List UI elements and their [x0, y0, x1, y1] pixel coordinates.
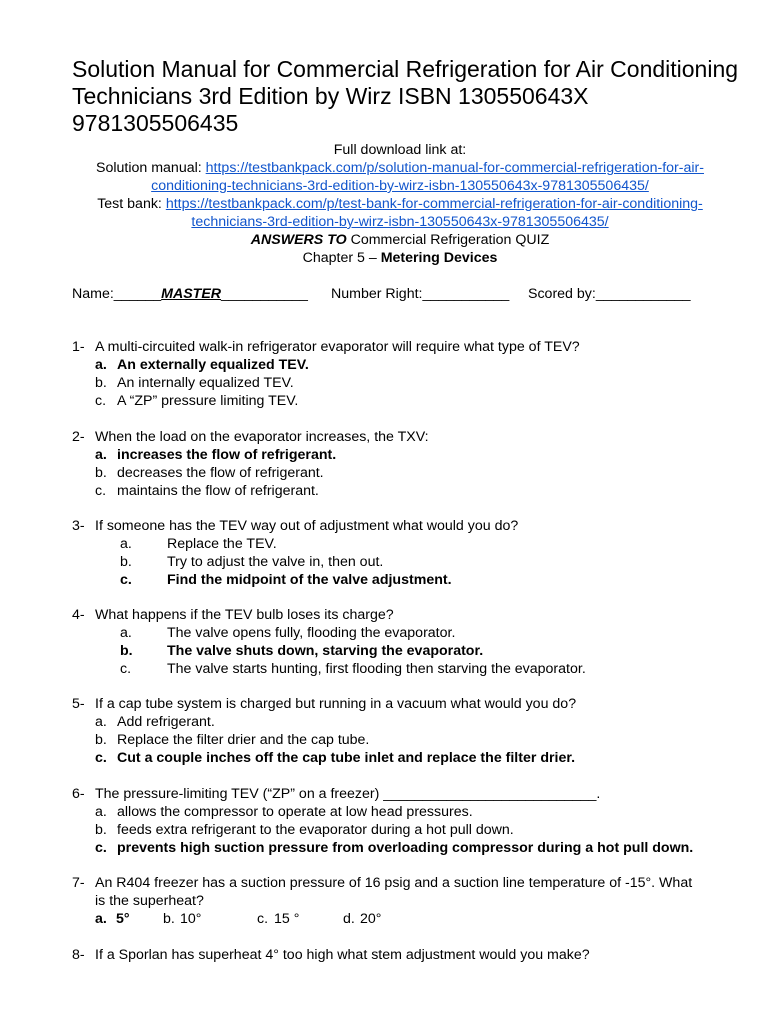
q7-option-c-letter: c. [257, 911, 269, 927]
q1-option-a-text: An externally equalized TEV. [117, 357, 309, 373]
q6-option-c-letter: c. [95, 840, 107, 856]
quiz-name: Commercial Refrigeration QUIZ [346, 232, 550, 248]
question-7-text-cont: is the superheat? [95, 893, 204, 909]
question-7-text: An R404 freezer has a suction pressure of 16 psig and a suction line temperature of -15°. What [95, 875, 693, 891]
q1-option-b-text: An internally equalized TEV. [117, 375, 294, 391]
quiz-heading [60, 231, 740, 249]
q4-option-b-letter: b. [120, 643, 133, 659]
question-3-text: If someone has the TEV way out of adjustment what would you do? [95, 518, 519, 534]
q1-option-c-text: A “ZP” pressure limiting TEV. [117, 393, 299, 409]
question-1-text: A multi-circuited walk-in refrigerator evaporator will require what type of TEV? [95, 339, 580, 355]
q7-option-c-text: 15 ° [274, 911, 300, 927]
q7-option-b-text: 10° [180, 911, 202, 927]
name-line [72, 285, 308, 303]
test-bank-line-2 [60, 213, 740, 231]
name-tail: ___________ [221, 286, 308, 302]
question-4-number: 4- [72, 607, 85, 623]
q4-option-b-text: The valve shuts down, starving the evaporator. [167, 643, 484, 659]
q4-option-c-letter: c. [120, 661, 132, 677]
scored-by-field: Scored by:____________ [528, 286, 691, 302]
solution-manual-line-2 [60, 177, 740, 195]
q7-option-b-letter: b. [163, 911, 175, 927]
q4-option-c-text: The valve starts hunting, first flooding then starving the evaporator. [167, 661, 586, 677]
question-8-number: 8- [72, 947, 85, 963]
q2-option-a-text: increases the flow of refrigerant. [117, 447, 337, 463]
chapter-prefix: Chapter 5 – [302, 250, 381, 266]
q1-option-a-letter: a. [95, 357, 107, 373]
q3-option-a-text: Replace the TEV. [167, 536, 277, 552]
document-title [72, 56, 752, 137]
q3-option-b-letter: b. [120, 554, 132, 570]
q5-option-c-letter: c. [95, 750, 107, 766]
q7-option-d-letter: d. [343, 911, 355, 927]
question-5-number: 5- [72, 696, 85, 712]
chapter-title: Metering Devices [380, 250, 498, 266]
question-1-number: 1- [72, 339, 85, 355]
q1-option-b-letter: b. [95, 375, 107, 391]
chapter-heading [60, 249, 740, 267]
q2-option-c-letter: c. [95, 483, 107, 499]
q1-option-c-letter: c. [95, 393, 107, 409]
q5-option-b-text: Replace the filter drier and the cap tube. [117, 732, 370, 748]
q2-option-a-letter: a. [95, 447, 107, 463]
q2-option-b-letter: b. [95, 465, 107, 481]
solution-manual-line [60, 159, 740, 177]
q5-option-b-letter: b. [95, 732, 107, 748]
title-line-2: Technicians 3rd Edition by Wirz ISBN 130550643X [72, 83, 589, 109]
q2-option-c-text: maintains the flow of refrigerant. [117, 483, 319, 499]
test-bank-link[interactable]: https://testbankpack.com/p/test-bank-for-commercial-refrigeration-for-air-conditioning- [165, 196, 703, 212]
q5-option-a-text: Add refrigerant. [117, 714, 215, 730]
title-line-3: 9781305506435 [72, 110, 239, 136]
q7-option-a-letter: a. [95, 911, 107, 927]
q3-option-c-text: Find the midpoint of the valve adjustment. [167, 572, 452, 588]
q5-option-a-letter: a. [95, 714, 107, 730]
solution-manual-link[interactable]: https://testbankpack.com/p/solution-manual-for-commercial-refrigeration-for-air- [205, 160, 704, 176]
name-label: Name:______ [72, 286, 162, 302]
question-6-text: The pressure-limiting TEV (“ZP” on a freezer) ___________________________. [95, 786, 601, 802]
title-line-1: Solution Manual for Commercial Refrigeration for Air Conditioning [72, 56, 739, 82]
name-value: MASTER [161, 286, 222, 302]
question-7-number: 7- [72, 875, 85, 891]
question-6-number: 6- [72, 786, 85, 802]
q7-option-a-text: 5° [116, 911, 130, 927]
full-download-label: Full download link at: [333, 142, 467, 158]
q4-option-a-text: The valve opens fully, flooding the evaporator. [167, 625, 456, 641]
question-2-number: 2- [72, 429, 85, 445]
q5-option-c-text: Cut a couple inches off the cap tube inlet and replace the filter drier. [117, 750, 576, 766]
q6-option-a-text: allows the compressor to operate at low head pressures. [117, 804, 473, 820]
test-bank-link-cont[interactable]: technicians-3rd-edition-by-wirz-isbn-130550643x-9781305506435/ [191, 214, 609, 230]
number-right-field: Number Right:___________ [331, 286, 510, 302]
q6-option-b-text: feeds extra refrigerant to the evaporator during a hot pull down. [117, 822, 514, 838]
question-2-text: When the load on the evaporator increases, the TXV: [95, 429, 429, 445]
solution-manual-label: Solution manual: [96, 160, 206, 176]
question-8-text: If a Sporlan has superheat 4° too high what stem adjustment would you make? [95, 947, 590, 963]
solution-manual-link-cont[interactable]: conditioning-technicians-3rd-edition-by-wirz-isbn-130550643x-9781305506435/ [151, 178, 649, 194]
q3-option-a-letter: a. [120, 536, 132, 552]
q2-option-b-text: decreases the flow of refrigerant. [117, 465, 324, 481]
q3-option-c-letter: c. [120, 572, 132, 588]
question-5-text: If a cap tube system is charged but running in a vacuum what would you do? [95, 696, 577, 712]
q6-option-a-letter: a. [95, 804, 107, 820]
question-3-number: 3- [72, 518, 85, 534]
test-bank-label: Test bank: [97, 196, 166, 212]
answers-to-label: ANSWERS TO [250, 232, 347, 248]
q6-option-b-letter: b. [95, 822, 107, 838]
test-bank-line [60, 195, 740, 213]
question-4-text: What happens if the TEV bulb loses its charge? [95, 607, 394, 623]
q3-option-b-text: Try to adjust the valve in, then out. [167, 554, 384, 570]
q6-option-c-text: prevents high suction pressure from overloading compressor during a hot pull down. [117, 840, 694, 856]
q4-option-a-letter: a. [120, 625, 132, 641]
q7-option-d-text: 20° [360, 911, 382, 927]
